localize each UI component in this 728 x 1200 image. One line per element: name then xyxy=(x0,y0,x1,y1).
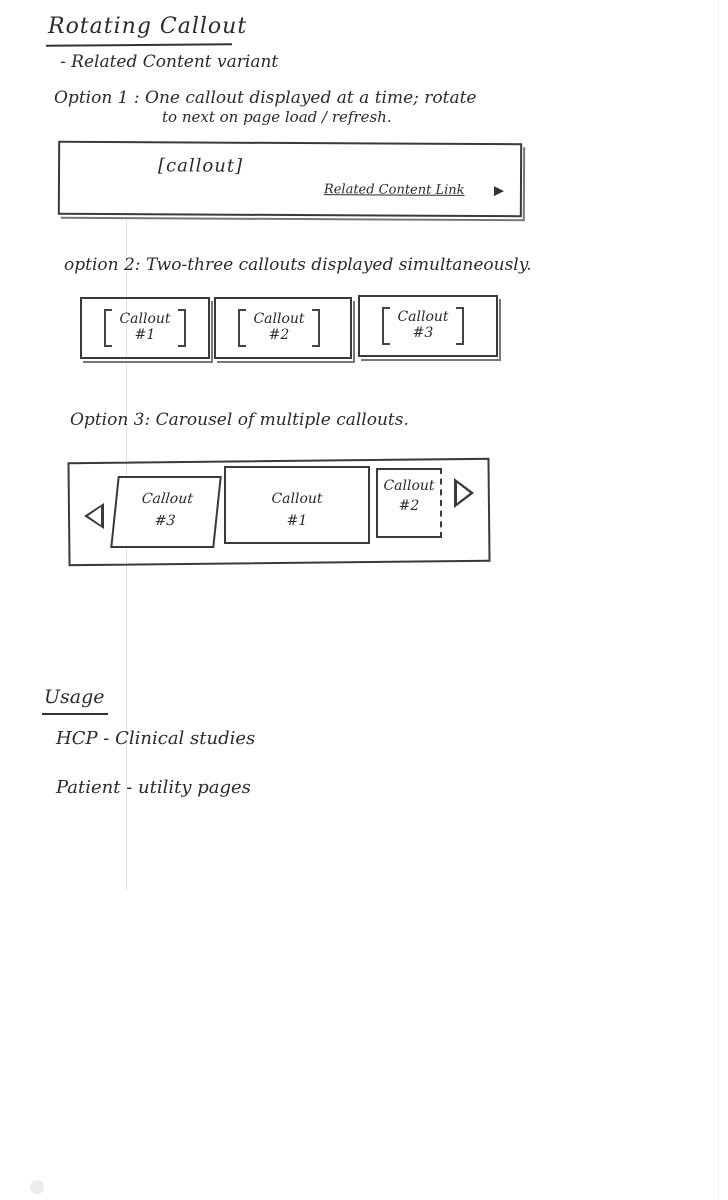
carousel-card-center[interactable] xyxy=(224,466,370,544)
option2-description: Two-three callouts displayed simultaneously. xyxy=(145,255,532,275)
card-number: #3 xyxy=(153,513,177,529)
option2-callout-1[interactable] xyxy=(80,297,210,359)
page-subtitle: - Related Content variant xyxy=(60,52,279,72)
callout-label: Callout xyxy=(253,311,305,327)
option1-heading xyxy=(54,88,477,108)
card-number: #2 xyxy=(398,498,420,514)
usage-item-patient: Patient - utility pages xyxy=(56,777,251,798)
usage-underline xyxy=(42,713,108,715)
option2-heading xyxy=(64,255,532,275)
option3-description: Carousel of multiple callouts. xyxy=(155,410,409,430)
related-content-link[interactable]: Related Content Link xyxy=(323,182,465,198)
paper-smudge xyxy=(30,1180,44,1194)
option3-heading xyxy=(70,410,409,430)
option1-label: Option 1 : xyxy=(54,88,140,108)
carousel-prev-arrow-icon[interactable] xyxy=(84,503,104,529)
title-underline xyxy=(46,43,232,47)
option2-callout-2[interactable] xyxy=(214,297,352,359)
callout-bracket xyxy=(238,309,320,347)
option3-label: Option 3: xyxy=(70,410,151,430)
card-label: Callout xyxy=(383,478,435,494)
callout-number: #1 xyxy=(134,327,156,343)
carousel-next-arrow-icon[interactable] xyxy=(454,478,474,508)
option1-description-line2: to next on page load / refresh. xyxy=(162,108,392,126)
callout-number: #3 xyxy=(412,325,434,341)
callout-bracket xyxy=(382,307,464,345)
callout-number: #2 xyxy=(268,327,290,343)
callout-bracket xyxy=(104,309,186,347)
option2-callout-3[interactable] xyxy=(358,295,498,357)
callout-label: Callout xyxy=(119,311,171,327)
carousel-card-right[interactable] xyxy=(376,468,442,538)
option1-description-line1: One callout displayed at a time; rotate xyxy=(145,88,477,108)
card-label: Callout xyxy=(140,491,194,507)
card-label: Callout xyxy=(271,491,323,507)
option1-callout-box xyxy=(58,141,522,217)
page-edge-line xyxy=(718,0,719,1200)
usage-heading: Usage xyxy=(44,686,105,708)
callout-label: Callout xyxy=(397,309,449,325)
card-number: #1 xyxy=(286,513,308,529)
page-title: Rotating Callout xyxy=(48,14,248,39)
option1-callout-placeholder: [callout] xyxy=(158,155,244,177)
option2-label: option 2: xyxy=(64,255,141,275)
link-arrow-icon xyxy=(494,186,504,196)
usage-item-hcp: HCP - Clinical studies xyxy=(56,728,256,749)
carousel-card-left[interactable] xyxy=(110,476,222,548)
